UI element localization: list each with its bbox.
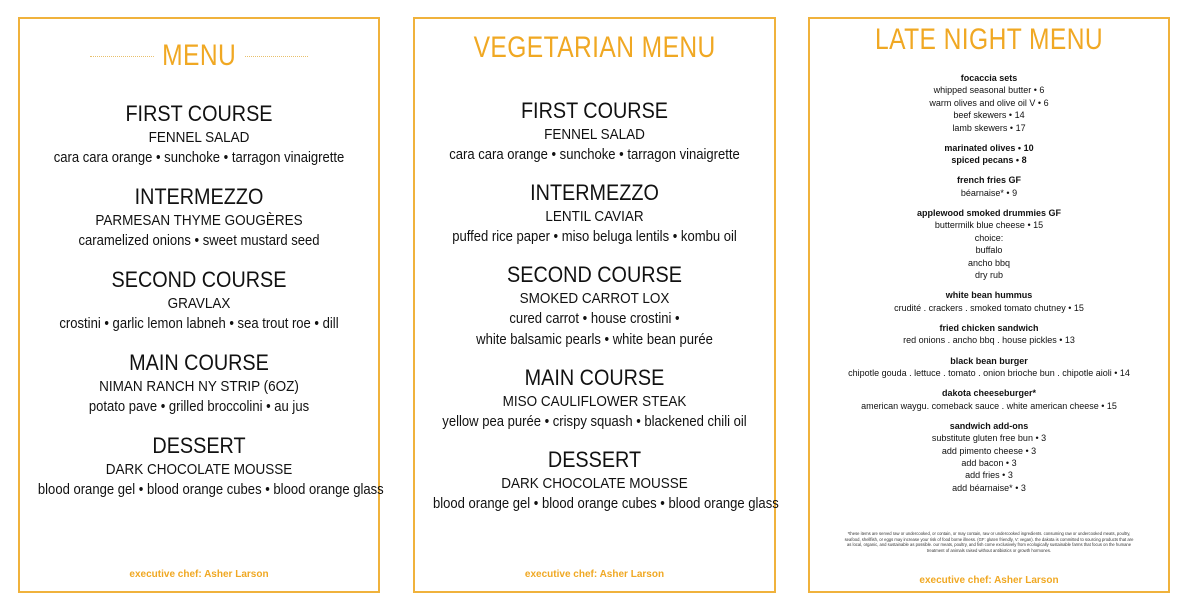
course-heading: FIRST COURSE [125, 101, 273, 126]
dish-description: crostini • garlic lemon labneh • sea trout roe • dill [59, 316, 339, 332]
menu-item: buttermilk blue cheese • 15 [934, 220, 1044, 231]
dish-description: puffed rice paper • miso beluga lentils • kombu oil [452, 229, 737, 245]
late-night-group [810, 207, 1168, 281]
course-section [20, 183, 378, 252]
menu-item: chipotle gouda . lettuce . tomato . onion brioche bun . chipotle aioli • 14 [848, 367, 1130, 378]
menu-item: beef skewers • 14 [953, 110, 1025, 121]
late-night-group [810, 174, 1168, 199]
dish-description: yellow pea purée • crispy squash • blackened chili oil [442, 414, 747, 430]
menu-title: MENU [154, 39, 244, 73]
dish-description: blood orange gel • blood orange cubes • blood orange glass [37, 482, 384, 498]
course-heading: SECOND COURSE [507, 262, 682, 287]
menu-item: red onions . ancho bbq . house pickles • 13 [903, 335, 1075, 346]
late-night-group [810, 387, 1168, 412]
dish-description: potato pave • grilled broccolini • au jus [88, 399, 310, 415]
menu-title-row [415, 31, 774, 65]
menu-title-row [810, 23, 1168, 57]
dish-name: DARK CHOCOLATE MOUSSE [501, 475, 688, 492]
menu-item: béarnaise* • 9 [960, 187, 1018, 198]
menu-item: crudité . crackers . smoked tomato chutney • 15 [894, 302, 1084, 313]
menu-item: add pimento cheese • 3 [941, 445, 1037, 456]
executive-chef: executive chef: Asher Larson [524, 569, 665, 580]
menu-item: ancho bbq [967, 257, 1011, 268]
late-night-menu-card [808, 17, 1170, 593]
course-heading: INTERMEZZO [530, 180, 659, 205]
dish-name: DARK CHOCOLATE MOUSSE [105, 461, 293, 478]
late-night-group [810, 322, 1168, 347]
item-heading: black bean burger [950, 355, 1028, 366]
item-heading: sandwich add-ons [949, 420, 1029, 431]
dish-description: white balsamic pearls • white bean purée [476, 332, 713, 348]
menu-title-row [20, 39, 378, 73]
course-section [20, 266, 378, 335]
dish-name: PARMESAN THYME GOUGÈRES [95, 212, 303, 229]
course-section [415, 261, 774, 351]
late-night-group [810, 142, 1168, 167]
course-section [415, 446, 779, 515]
menu-item: dry rub [974, 270, 1003, 281]
menu-item: warm olives and olive oil V • 6 [929, 97, 1049, 108]
dish-name: NIMAN RANCH NY STRIP (6OZ) [99, 378, 299, 395]
dish-description: cured carrot • house crostini • [509, 311, 680, 327]
item-heading: fried chicken sandwich [939, 322, 1039, 333]
course-heading: DESSERT [547, 447, 642, 472]
menu-item: substitute gluten free bun • 3 [931, 433, 1047, 444]
late-night-group [810, 355, 1168, 380]
dish-name: FENNEL SALAD [544, 126, 645, 143]
late-night-group [810, 289, 1168, 314]
dish-description: cara cara orange • sunchoke • tarragon vinaigrette [449, 147, 740, 163]
course-heading: INTERMEZZO [134, 184, 264, 209]
dish-name: GRAVLAX [167, 295, 231, 312]
menu-item: marinated olives • 10 [944, 142, 1034, 153]
course-section [415, 97, 774, 166]
dish-name: MISO CAULIFLOWER STEAK [502, 393, 687, 410]
late-night-group [810, 72, 1168, 134]
menu-title: LATE NIGHT MENU [867, 23, 1111, 57]
course-section [20, 432, 384, 501]
menu-item: add bacon • 3 [961, 457, 1017, 468]
course-section [415, 364, 774, 433]
course-section [20, 100, 378, 169]
late-night-group [810, 420, 1168, 494]
course-heading: SECOND COURSE [111, 267, 287, 292]
course-heading: MAIN COURSE [129, 350, 269, 375]
course-heading: DESSERT [152, 433, 246, 458]
menu-card [18, 17, 384, 593]
menu-title: VEGETARIAN MENU [465, 31, 724, 65]
menu-item: add fries • 3 [965, 470, 1013, 481]
executive-chef: executive chef: Asher Larson [919, 575, 1059, 586]
dish-description: cara cara orange • sunchoke • tarragon vinaigrette [53, 150, 345, 166]
menu-sections [415, 97, 779, 515]
dish-name: FENNEL SALAD [148, 129, 250, 146]
menu-item: buffalo [975, 245, 1003, 256]
course-heading: MAIN COURSE [524, 365, 665, 390]
course-section [415, 179, 774, 248]
menu-item: american waygu. comeback sauce . white american cheese • 15 [861, 400, 1117, 411]
item-heading: focaccia sets [960, 73, 1018, 83]
vegetarian-menu-card [413, 17, 779, 593]
allergy-note: *these items are served raw or undercooked, or contain, or may contain, raw or undercooked ingredients. consuming raw or undercooked meats, poultry, seafood, shellfish, or eggs may increase your risk of food borne illness. (GF: gluten friendly, V: vegan). the dakota is committed to sourcing products that are as local, organic, and sustainable as possible. our meats, poultry, and fish come exclusively from ecologically sustainable farms that focus on the humane treatment of animals raised without antibiotics or growth hormones. [844, 531, 1134, 553]
item-heading: french fries GF [956, 175, 1021, 186]
menu-item: add béarnaise* • 3 [952, 482, 1026, 493]
course-heading: FIRST COURSE [520, 98, 669, 123]
item-heading: white bean hummus [945, 290, 1033, 301]
executive-chef: executive chef: Asher Larson [129, 569, 269, 580]
item-heading: dakota cheeseburger* [941, 388, 1037, 399]
dish-description: caramelized onions • sweet mustard seed [78, 233, 320, 249]
late-night-items [810, 72, 1168, 502]
menu-item: spiced pecans • 8 [951, 155, 1027, 166]
menu-item: lamb skewers • 17 [952, 122, 1026, 133]
course-section [20, 349, 378, 418]
item-heading: applewood smoked drummies GF [916, 208, 1062, 219]
dish-name: LENTIL CAVIAR [545, 208, 644, 225]
menu-item: whipped seasonal butter • 6 [933, 85, 1045, 96]
dish-description: blood orange gel • blood orange cubes • blood orange glass [432, 496, 779, 512]
menu-sections [20, 100, 384, 501]
dish-name: SMOKED CARROT LOX [519, 290, 670, 307]
menu-item: choice: [974, 232, 1004, 243]
